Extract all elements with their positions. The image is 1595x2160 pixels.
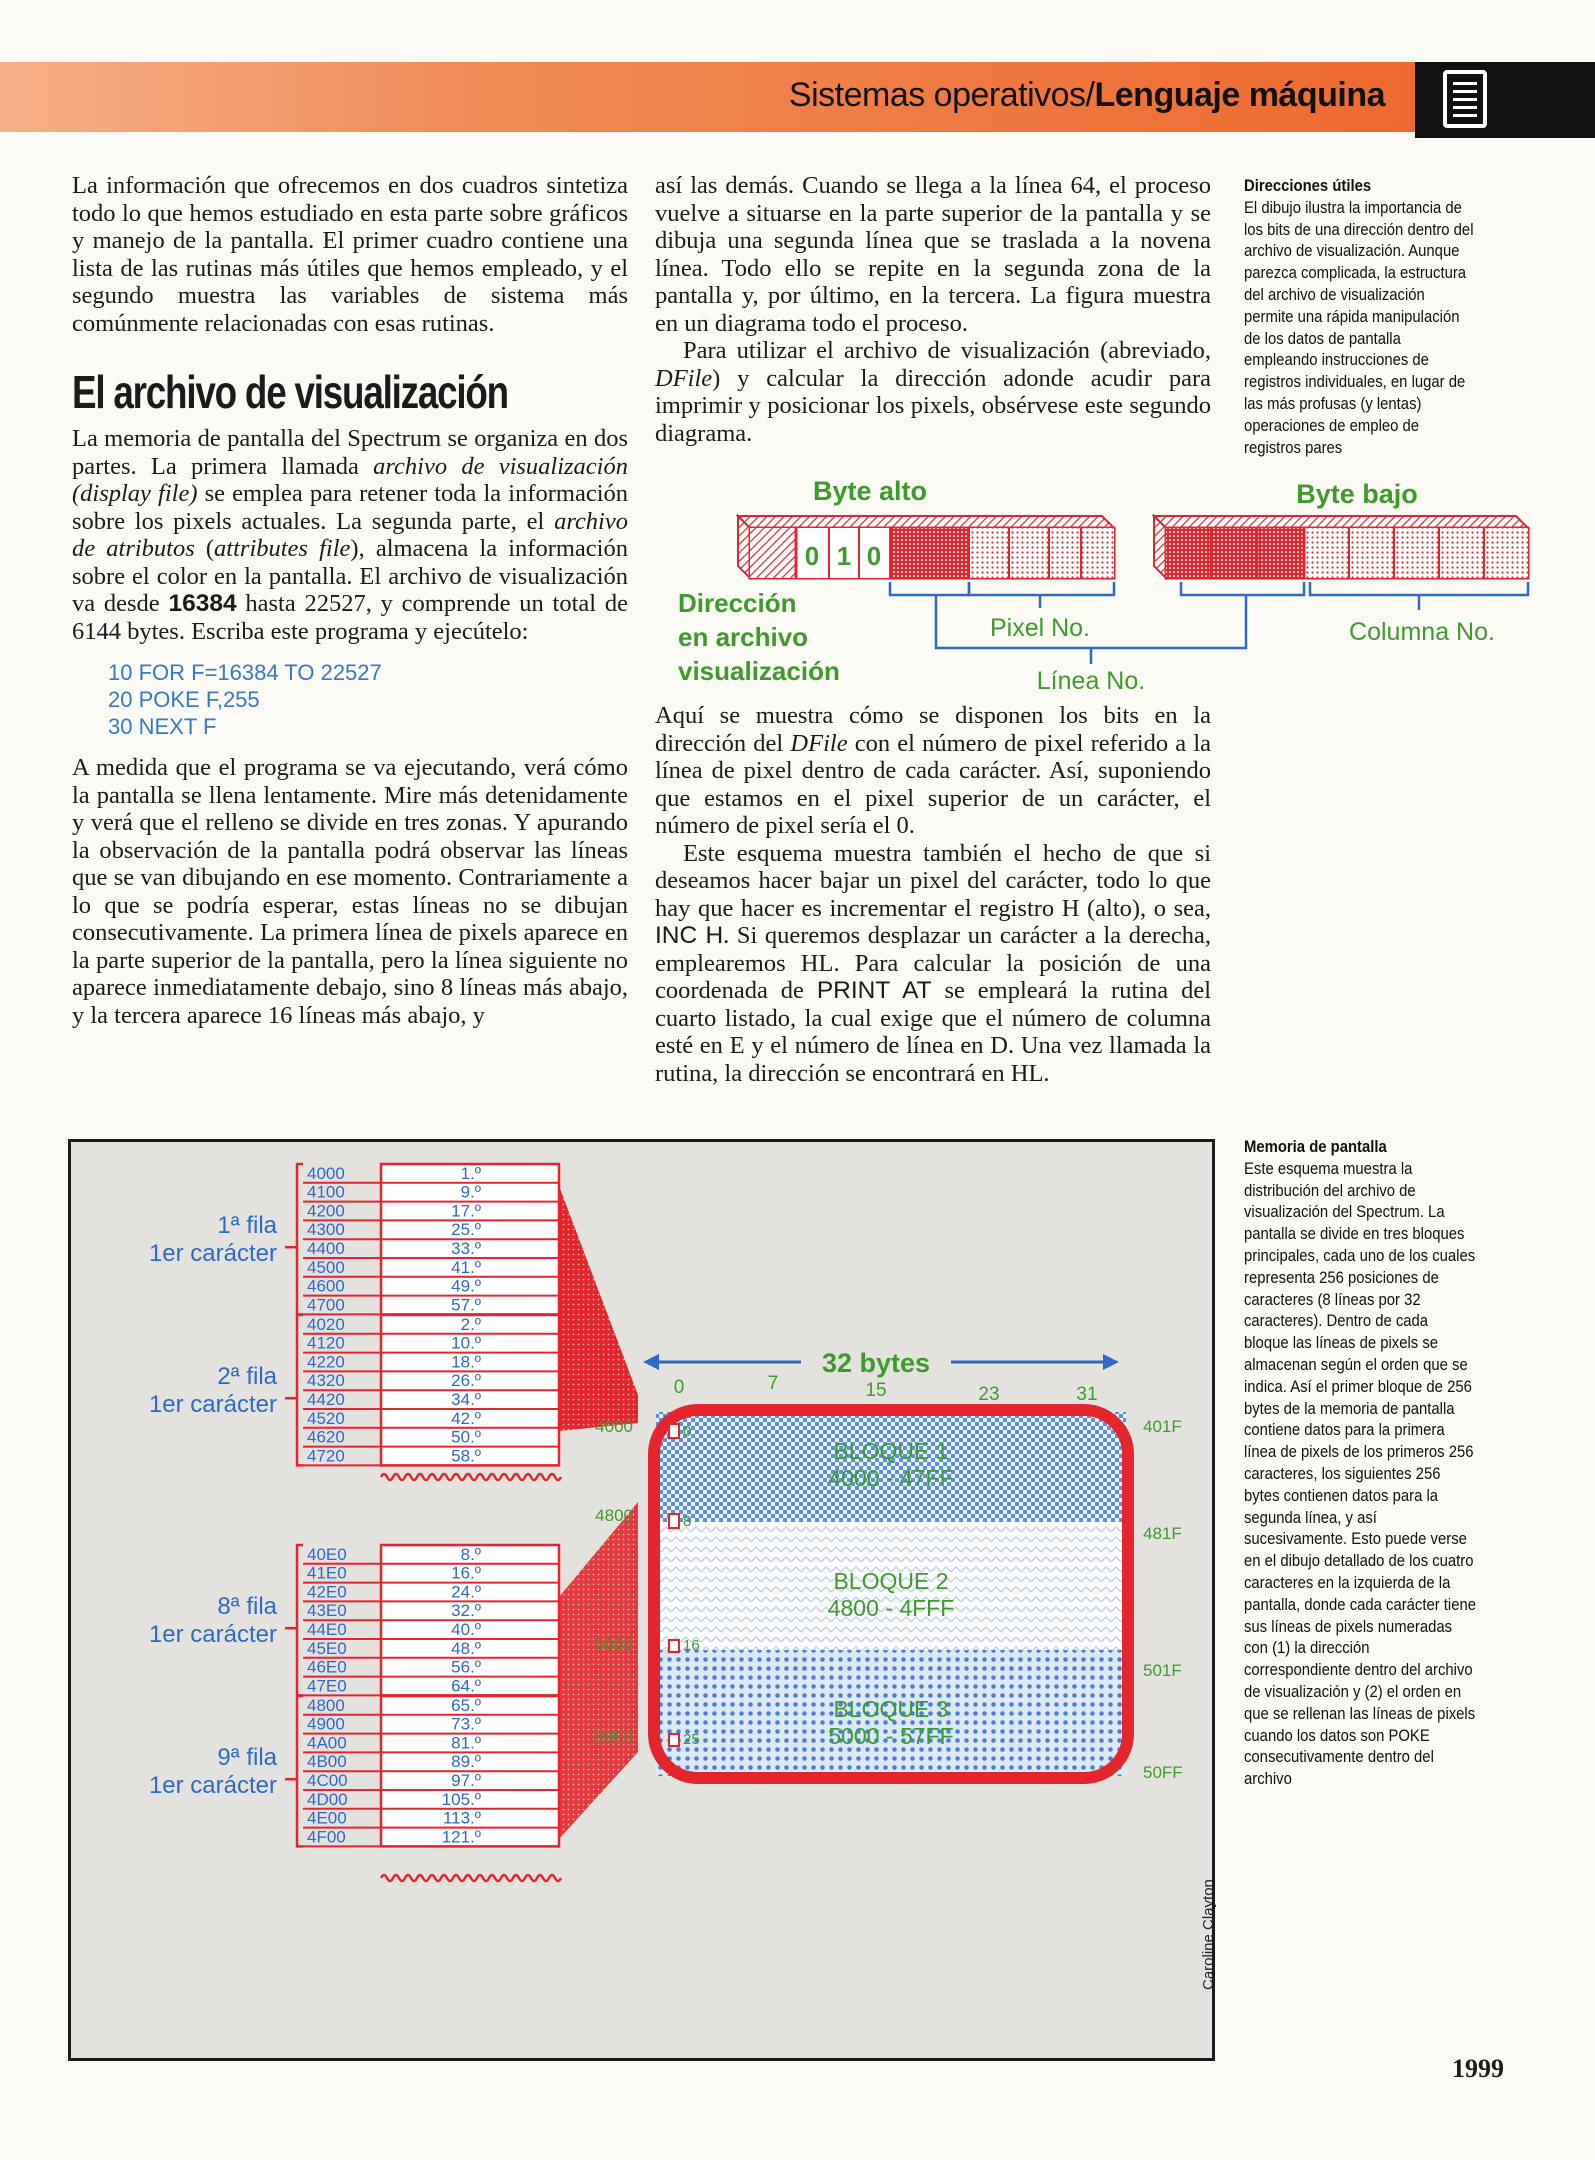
byte-address: 45E0	[307, 1638, 347, 1658]
block-range: 4800 - 4FFF	[827, 1595, 955, 1621]
character-tables	[149, 1164, 561, 1881]
fill-order: 57.º	[451, 1295, 481, 1315]
projection-wedge-top	[559, 1186, 638, 1431]
line-no-label: Línea No.	[1036, 667, 1146, 695]
column-tick: 7	[767, 1373, 779, 1394]
column-tick: 15	[865, 1380, 887, 1401]
right-address: 401F	[1143, 1417, 1182, 1436]
sidenote-title: Direcciones útiles	[1244, 177, 1372, 195]
column-tick: 0	[673, 1377, 685, 1398]
byte-address: 46E0	[307, 1657, 347, 1677]
intro-paragraph: La información que ofrecemos en dos cuadros sintetiza todo lo que hemos estudiado en esta parte sobre gráficos y manejo de la pantalla. El primer cuadro contiene una lista de las rutinas más útiles que hemos empleado, y el segundo muestra las variables de sistema más comúnmente relacionadas con esas rutinas.	[72, 172, 628, 337]
group-bracket	[297, 1545, 303, 1695]
logo-box	[1415, 62, 1595, 138]
byte-high-label: Byte alto	[812, 476, 928, 506]
address-label: Dirección	[678, 588, 797, 618]
row-label: 1ª fila	[217, 1212, 277, 1240]
continuation-paragraph: así las demás. Cuando se llega a la línea 64, el proceso vuelve a situarse en la parte superior de la pantalla y se dibuja una segunda línea que se traslada a la novena línea. Todo ello se repite en la segunda zona de la pantalla y, por último, en la tercera. La figura muestra en un diagrama todo el proceso.	[655, 172, 1211, 337]
byte-address: 4520	[307, 1408, 345, 1428]
byte-address: 4220	[307, 1352, 345, 1372]
char-label: 1er carácter	[148, 1772, 277, 1800]
fill-order: 32.º	[451, 1601, 481, 1621]
fill-order: 64.º	[451, 1676, 481, 1696]
byte-address: 43E0	[307, 1601, 347, 1621]
tv-screen	[654, 1410, 1128, 1778]
column-left	[72, 172, 628, 1029]
column-tick: 23	[978, 1384, 1000, 1405]
byte-address: 4300	[307, 1220, 345, 1240]
bit-value: 0	[866, 541, 882, 571]
byte-address: 41E0	[307, 1563, 347, 1583]
byte-address: 40E0	[307, 1544, 347, 1564]
fill-order: 56.º	[451, 1657, 481, 1677]
row-label: 8ª fila	[217, 1593, 277, 1621]
byte-address: 4A00	[307, 1733, 347, 1753]
fill-order: 89.º	[451, 1752, 481, 1772]
fill-order: 9.º	[460, 1182, 481, 1202]
address-label: en archivo	[678, 622, 809, 652]
fill-order: 8.º	[460, 1544, 481, 1564]
progress-paragraph: A medida que el programa se va ejecutando, verá cómo la pantalla se llena lentamente. Mire más detenidamente y verá que el relleno se divide en tres zonas. Y apurando la observación de la pantalla podrá observar las líneas que se van dibujando en ese momento. Contrariamente a lo que se podría esperar, estas líneas no se dibujan consecutivamente. La primera línea de pixels aparece en la parte superior de la pantalla, pero la línea siguiente no aparece inmediatamente debajo, sino 8 líneas más abajo, y la tercera aparece 16 líneas más abajo, y	[72, 754, 628, 1029]
running-head-subsection: Lenguaje máquina	[1094, 76, 1385, 114]
fill-order: 24.º	[451, 1582, 481, 1602]
address-label: visualización	[678, 656, 840, 686]
block-name: BLOQUE 1	[833, 1438, 949, 1464]
fill-order: 10.º	[451, 1333, 481, 1353]
page-number: 1999	[1452, 2054, 1504, 2083]
byte-address: 4120	[307, 1333, 345, 1353]
row-label: 2ª fila	[217, 1363, 277, 1391]
fill-order: 18.º	[451, 1352, 481, 1372]
pixel-no-label: Pixel No.	[989, 614, 1091, 642]
high-byte-register	[738, 516, 1114, 578]
byte-address: 4600	[307, 1276, 345, 1296]
fill-order: 41.º	[451, 1257, 481, 1277]
bits-paragraph: Aquí se muestra cómo se disponen los bits en la dirección del DFile con el número de pixel referido a la línea de pixel dentro de cada carácter. Así, suponiendo que estamos en el pixel superior de un carácter, el número de pixel sería el 0.	[655, 702, 1211, 839]
byte-address: 47E0	[307, 1676, 347, 1696]
char-label: 1er carácter	[148, 1621, 277, 1649]
projection-wedge-bottom	[559, 1502, 638, 1839]
byte-address: 4200	[307, 1201, 345, 1221]
fill-order: 65.º	[451, 1695, 481, 1715]
running-head-section: Sistemas operativos/	[788, 76, 1095, 114]
sidenote-addresses	[1244, 176, 1476, 459]
bit-value: 1	[836, 541, 852, 571]
bytes-label: 32 bytes	[821, 1348, 931, 1378]
sidenote-body: El dibujo ilustra la importancia de los bits de una dirección dentro del archivo de visualización. Aunque parezca complicada, la estructura del archivo de visualización permite una rápida manipulación de los datos de pantalla empleando instrucciones de registros individuales, en lugar de las más profusas (y lentas) operaciones de empleo de registros pares	[1244, 198, 1474, 457]
fill-order: 16.º	[451, 1563, 481, 1583]
byte-low-label: Byte bajo	[1296, 479, 1418, 509]
code-line: 10 FOR F=16384 TO 22527	[108, 660, 382, 685]
byte-address: 4E00	[307, 1808, 347, 1828]
block-range: 4000 - 47FF	[828, 1465, 954, 1491]
row-mark: 8	[683, 1513, 692, 1530]
fill-order: 48.º	[451, 1638, 481, 1658]
fill-order: 42.º	[451, 1408, 481, 1428]
fill-order: 33.º	[451, 1239, 481, 1258]
row-mark: 0	[683, 1423, 692, 1440]
byte-address: 4500	[307, 1257, 345, 1277]
dfile-paragraph: Para utilizar el archivo de visualización (abreviado, DFile) y calcular la dirección adonde acudir para imprimir y posicionar los pixels, obsérvese este segundo diagrama.	[655, 337, 1211, 447]
row-label: 9ª fila	[217, 1744, 277, 1772]
byte-address: 4320	[307, 1371, 345, 1391]
block-name: BLOQUE 3	[833, 1696, 949, 1722]
bytes-arrow	[643, 1342, 1119, 1378]
left-address: 4800	[595, 1506, 633, 1525]
byte-address: 4400	[307, 1239, 345, 1258]
byte-address: 44E0	[307, 1620, 347, 1639]
byte-address: 4020	[307, 1314, 345, 1334]
byte-address: 4620	[307, 1427, 345, 1447]
torn-edge	[381, 1474, 561, 1480]
fill-order: 34.º	[451, 1390, 481, 1409]
byte-address: 4C00	[307, 1771, 348, 1790]
fill-order: 25.º	[451, 1220, 481, 1240]
right-address: 501F	[1143, 1661, 1182, 1680]
left-address: 50E0	[593, 1727, 633, 1746]
fill-order: 1.º	[460, 1163, 481, 1183]
row-mark: 16	[683, 1637, 700, 1654]
column-tick: 31	[1076, 1384, 1098, 1405]
sidenote-body: Este esquema muestra la distribución del archivo de visualización del Spectrum. La pantalla se divide en tres bloques principales, cada uno de los cuales representa 256 posiciones de caracteres (8 líneas por 32 caracteres). Dentro de cada bloque las líneas de pixels se almacenan según el orden que se indica. Así el primer bloque de 256 bytes de la memoria de pantalla contiene datos para la primera línea de pixels de los primeros 256 caracteres, los siguientes 256 bytes contienen datos para la segunda línea, y así sucesivamente. Esto puede verse en el dibujo detallado de los cuatro caracteres en la izquierda de la pantalla, donde cada carácter tiene sus líneas de pixels numeradas con (1) la dirección correspondiente dentro del archivo de visualización y (2) el orden en que se rellenan las líneas de pixels cuando los datos son POKE consecutivamente dentro del archivo	[1244, 1159, 1476, 1789]
fill-order: 26.º	[451, 1371, 481, 1391]
column-middle-top	[655, 172, 1211, 447]
byte-address: 4100	[307, 1182, 345, 1202]
memory-paragraph: La memoria de pantalla del Spectrum se organiza en dos partes. La primera llamada archivo de visualización (display file) se emplea para retener toda la información sobre los pixels actuales. La segunda parte, el archivo de atributos (attributes file), almacena la información sobre el color en la pantalla. El archivo de visualización va desde 16384 hasta 22527, y comprende un total de 6144 bytes. Escriba este programa y ejecútelo:	[72, 425, 628, 645]
low-byte-register	[1154, 516, 1528, 578]
fill-order: 50.º	[451, 1427, 481, 1447]
code-line: 20 POKE F,255	[108, 687, 260, 712]
right-address: 50FF	[1143, 1763, 1183, 1782]
right-address: 481F	[1143, 1524, 1182, 1543]
column-middle-bottom	[655, 702, 1211, 1087]
fill-order: 81.º	[451, 1733, 481, 1753]
byte-address: 4900	[307, 1714, 345, 1734]
char-label: 1er carácter	[148, 1240, 277, 1268]
running-head	[789, 76, 1385, 115]
fill-order: 58.º	[451, 1446, 481, 1466]
byte-address: 4000	[307, 1163, 345, 1183]
basic-listing	[108, 659, 628, 740]
byte-address: 4720	[307, 1446, 345, 1466]
byte-address: 4800	[307, 1695, 345, 1715]
fill-order: 49.º	[451, 1276, 481, 1296]
group-bracket	[297, 1164, 303, 1314]
byte-address: 4F00	[307, 1827, 346, 1847]
byte-address: 4D00	[307, 1789, 348, 1809]
screen-memory-diagram	[68, 1139, 1215, 2061]
block-name: BLOQUE 2	[833, 1568, 949, 1594]
group-bracket	[297, 1315, 303, 1465]
left-address: 5000	[595, 1635, 633, 1654]
fill-order: 97.º	[451, 1771, 481, 1790]
row-mark: 25	[683, 1731, 700, 1748]
fill-order: 40.º	[451, 1620, 481, 1639]
sidenote-title: Memoria de pantalla	[1244, 1138, 1387, 1156]
bit-value: 0	[804, 541, 820, 571]
screen-memory-svg	[71, 1142, 1212, 2058]
byte-address: 4700	[307, 1295, 345, 1315]
fill-order: 17.º	[451, 1201, 481, 1221]
sidenote-memory	[1244, 1137, 1476, 1791]
group-bracket	[297, 1696, 303, 1846]
series-logo-icon	[1443, 70, 1487, 128]
block-range: 5000 - 57FF	[828, 1723, 954, 1749]
illustration-credit: Caroline Clayton	[1200, 1879, 1217, 1990]
fill-order: 73.º	[451, 1714, 481, 1734]
address-bits-diagram	[660, 470, 1540, 700]
left-address: 4000	[595, 1417, 633, 1436]
fill-order: 2.º	[460, 1314, 481, 1334]
section-heading: El archivo de visualización	[72, 366, 508, 418]
scheme-paragraph: Este esquema muestra también el hecho de que si deseamos hacer bajar un pixel del carácter, todo lo que hay que hacer es incrementar el registro H (alto), o sea, INC H. Si queremos desplazar un carácter a la derecha, emplearemos HL. Para calcular la posición de una coordenada de PRINT AT se empleará la rutina del cuarto listado, la cual exige que el número de columna esté en E y el número de línea en D. Una vez llamada la rutina, la dirección se encontrará en HL.	[655, 839, 1212, 1087]
char-label: 1er carácter	[148, 1391, 277, 1419]
byte-address: 4B00	[307, 1752, 347, 1772]
fill-order: 105.º	[441, 1789, 481, 1809]
code-line: 30 NEXT F	[108, 714, 217, 739]
torn-edge	[381, 1875, 561, 1881]
column-no-label: Columna No.	[1349, 618, 1495, 646]
byte-address: 42E0	[307, 1582, 347, 1602]
fill-order: 113.º	[442, 1808, 481, 1828]
byte-address: 4420	[307, 1390, 345, 1409]
fill-order: 121.º	[441, 1827, 481, 1847]
